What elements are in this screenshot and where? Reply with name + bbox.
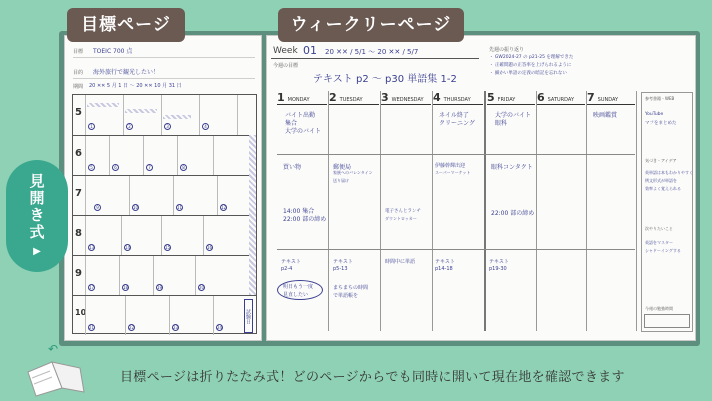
next-todo-label: 次やりたいこと xyxy=(645,226,673,231)
study-note: 時間中に単語 xyxy=(385,259,416,265)
day-number: 6 xyxy=(537,91,545,104)
study-note: p19-30 xyxy=(489,266,507,272)
todo-note: 家族へのバレンタイン xyxy=(333,170,373,175)
day-number: 3 xyxy=(381,91,389,104)
study-time-box xyxy=(644,314,690,328)
todo-note: ダウントロッカー xyxy=(385,216,417,221)
day-name: THURSDAY xyxy=(443,97,471,103)
badge-char: 式 xyxy=(29,222,45,241)
rotate-arrow-icon: ↶ xyxy=(48,342,59,356)
idea-line: 効率よく覚えられる xyxy=(645,186,681,191)
grid-line xyxy=(121,216,122,255)
column-divider xyxy=(380,91,381,331)
reference-line: YouTube xyxy=(645,112,664,117)
todo-note: 伊藤幹輝出迎 xyxy=(435,163,466,169)
progress-bar xyxy=(125,109,157,113)
schedule-note: 映画鑑賞 xyxy=(593,112,618,119)
task-number: 10 xyxy=(133,205,139,210)
todo-note: 郵便局 xyxy=(333,164,352,171)
idea-line: 英単語は本もわかりやすく xyxy=(645,170,693,175)
task-number: 23 xyxy=(173,325,179,330)
task-number: 20 xyxy=(199,285,205,290)
task-number: 15 xyxy=(165,245,171,250)
day-name: TUESDAY xyxy=(339,97,363,103)
divider xyxy=(73,78,255,79)
column-divider xyxy=(636,91,637,331)
task-number: 17 xyxy=(89,285,95,290)
schedule-note: 大学のバイト xyxy=(285,128,322,135)
goal-page xyxy=(64,35,262,341)
task-number: 13 xyxy=(89,245,95,250)
day-number: 1 xyxy=(277,91,285,104)
month-number: 6 xyxy=(75,148,82,159)
period-value: 20 ✕✕ 5 月 1 日 ～ 20 ✕✕ 10 月 31 日 xyxy=(89,83,182,89)
study-note: 明日もう一度 xyxy=(283,284,314,290)
task-number: 18 xyxy=(123,285,129,290)
month-number: 7 xyxy=(75,188,82,199)
schedule-note: 眼科 xyxy=(495,120,508,127)
grid-line xyxy=(85,95,86,135)
task-number: 16 xyxy=(207,245,213,250)
reference-line: マフをまとめた xyxy=(645,121,677,126)
play-arrow-icon: ▶ xyxy=(33,245,41,257)
progress-bar xyxy=(87,103,119,107)
grid-line xyxy=(125,296,126,335)
purpose-value: 海外旅行で観光したい！ xyxy=(93,69,160,76)
grid-line xyxy=(123,95,124,135)
review-line: ・ 細かい単語の定義の暗記を忘れない xyxy=(489,71,567,76)
study-note: テキスト xyxy=(333,259,353,265)
todo-note: 14:00 集合 xyxy=(283,208,315,215)
study-time-label: 今週の勉強時間 xyxy=(645,306,673,311)
grid-line xyxy=(153,256,154,295)
next-todo-line: 英語をマスター xyxy=(645,240,673,245)
grid-line xyxy=(161,216,162,255)
day-number: 5 xyxy=(487,91,495,104)
task-number: 9 xyxy=(94,204,101,211)
week-number: 01 xyxy=(303,44,317,57)
study-note: p14-18 xyxy=(435,266,453,272)
day-number: 2 xyxy=(329,91,337,104)
review-line: ・ 正確問題の正答率を上げられるように xyxy=(489,63,572,68)
goal-page-tag: 目標ページ xyxy=(67,8,185,42)
month-row xyxy=(73,135,256,175)
month-number: 5 xyxy=(75,107,82,118)
grid-line xyxy=(213,136,214,175)
task-number: 24 xyxy=(217,325,223,330)
divider xyxy=(271,58,479,59)
day-header xyxy=(381,91,431,105)
day-name: SUNDAY xyxy=(597,97,619,103)
grid-line xyxy=(169,296,170,335)
month-number: 9 xyxy=(75,268,82,279)
task-number: 19 xyxy=(157,285,163,290)
next-todo-line: シャドーイングする xyxy=(645,248,681,253)
grid-line xyxy=(213,296,214,335)
task-number: 3 xyxy=(164,123,171,130)
grid-line xyxy=(177,136,178,175)
day-name: WEDNESDAY xyxy=(391,97,424,103)
badge-char: 開 xyxy=(29,188,45,207)
grid-line xyxy=(203,216,204,255)
day-name: MONDAY xyxy=(287,97,310,103)
idea-label: 気づき・アイデア xyxy=(645,158,677,163)
spread-style-badge xyxy=(6,160,68,272)
month-row xyxy=(73,95,256,135)
reference-label: 参考書籍・WEB xyxy=(645,96,675,101)
task-number: 21 xyxy=(89,325,95,330)
month-grid xyxy=(72,94,257,334)
month-number: 10 xyxy=(75,308,87,317)
todo-note: 買い物 xyxy=(283,164,302,171)
schedule-note: バイト出勤 xyxy=(285,112,316,119)
task-number: 1 xyxy=(88,123,95,130)
review-label: 先週の振り返り xyxy=(489,47,525,53)
week-goal-label: 今週の目標 xyxy=(273,63,299,69)
todo-note: 電子さんとランチ xyxy=(385,209,421,214)
study-note: テキスト xyxy=(281,259,301,265)
todo-note: 送り届け xyxy=(333,178,349,183)
grid-line xyxy=(85,296,86,335)
grid-line xyxy=(85,256,86,295)
task-number: 8 xyxy=(180,164,187,171)
purpose-label: 目的 xyxy=(73,70,84,76)
grid-line xyxy=(237,95,238,135)
study-note: p5-13 xyxy=(333,266,348,272)
badge-char: き xyxy=(29,205,45,224)
study-note: p2-4 xyxy=(281,266,293,272)
test-date-label: 試験日 xyxy=(244,299,253,333)
day-number: 7 xyxy=(587,91,595,104)
task-number: 5 xyxy=(88,164,95,171)
task-number: 14 xyxy=(125,245,131,250)
grid-line xyxy=(199,95,200,135)
day-number: 4 xyxy=(433,91,441,104)
grid-line xyxy=(129,176,130,215)
todo-note: 22:00 部の締め xyxy=(491,210,535,217)
divider xyxy=(73,57,255,58)
grid-line xyxy=(85,176,86,215)
section-divider xyxy=(277,249,635,250)
month-row xyxy=(73,215,256,255)
month-row xyxy=(73,175,256,215)
task-number: 7 xyxy=(146,164,153,171)
grid-line xyxy=(217,176,218,215)
schedule-note: 大学のバイト xyxy=(495,112,532,119)
study-note: 見直したい xyxy=(283,292,309,298)
folded-notebook-icon xyxy=(22,352,92,398)
sidebar-panel xyxy=(641,92,693,332)
task-number: 4 xyxy=(202,123,209,130)
schedule-note: 集合 xyxy=(285,120,298,127)
task-number: 2 xyxy=(126,123,133,130)
goal-value: TOEIC 700 点 xyxy=(93,48,133,55)
day-header xyxy=(487,91,535,105)
week-label: Week xyxy=(273,46,298,56)
grid-line xyxy=(173,176,174,215)
day-header xyxy=(277,91,327,105)
task-number: 11 xyxy=(177,205,183,210)
schedule-note: クリーニング xyxy=(439,120,475,127)
grid-line xyxy=(85,136,86,175)
day-header xyxy=(537,91,585,105)
column-divider xyxy=(586,91,587,331)
column-divider xyxy=(536,91,537,331)
badge-char: 見 xyxy=(29,171,45,190)
caption: 目標ページは折りたたみ式！どのページからでも同時に開いて現在地を確認できます xyxy=(120,370,625,385)
task-number: 6 xyxy=(112,164,119,171)
column-divider xyxy=(432,91,433,331)
study-note: まちまちの時間 xyxy=(333,285,369,291)
todo-note: スーパーマーケット xyxy=(435,170,471,175)
day-name: FRIDAY xyxy=(497,97,516,103)
weekly-page-tag: ウィークリーページ xyxy=(278,8,464,42)
week-goal-value: テキスト p2 ～ p30 単語集 1-2 xyxy=(313,74,457,85)
day-header xyxy=(587,91,635,105)
progress-bar xyxy=(163,115,191,119)
study-note: で単語帳を xyxy=(333,293,359,299)
column-divider xyxy=(328,91,329,331)
week-date-range: 20 ✕✕ / 5/1 ～ 20 ✕✕ / 5/7 xyxy=(325,48,419,56)
grid-line xyxy=(109,136,110,175)
grid-line xyxy=(143,136,144,175)
grid-line xyxy=(85,216,86,255)
month-number: 8 xyxy=(75,228,82,239)
section-divider xyxy=(277,154,635,155)
task-number: 12 xyxy=(221,205,227,210)
review-line: ・ GW2024-27 の p21-25 を理解できた xyxy=(489,55,574,60)
schedule-note: ネイル終了 xyxy=(439,112,469,119)
study-note: テキスト xyxy=(435,259,455,265)
todo-note: 眼科コンタクト xyxy=(491,164,533,171)
idea-line: 例文形式が単語を xyxy=(645,178,677,183)
day-header xyxy=(433,91,483,105)
page-gutter xyxy=(484,91,486,331)
task-number: 22 xyxy=(129,325,135,330)
grid-line xyxy=(195,256,196,295)
period-label: 期間 xyxy=(73,84,84,90)
timeline-bar xyxy=(249,135,256,295)
goal-label: 目標 xyxy=(73,49,84,55)
study-note: テキスト xyxy=(489,259,509,265)
todo-note: 22:00 部の締め xyxy=(283,216,327,223)
day-header xyxy=(329,91,379,105)
month-row xyxy=(73,255,256,295)
day-name: SATURDAY xyxy=(547,97,574,103)
month-row xyxy=(73,295,256,335)
weekly-page xyxy=(266,35,696,341)
grid-line xyxy=(119,256,120,295)
grid-line xyxy=(161,95,162,135)
